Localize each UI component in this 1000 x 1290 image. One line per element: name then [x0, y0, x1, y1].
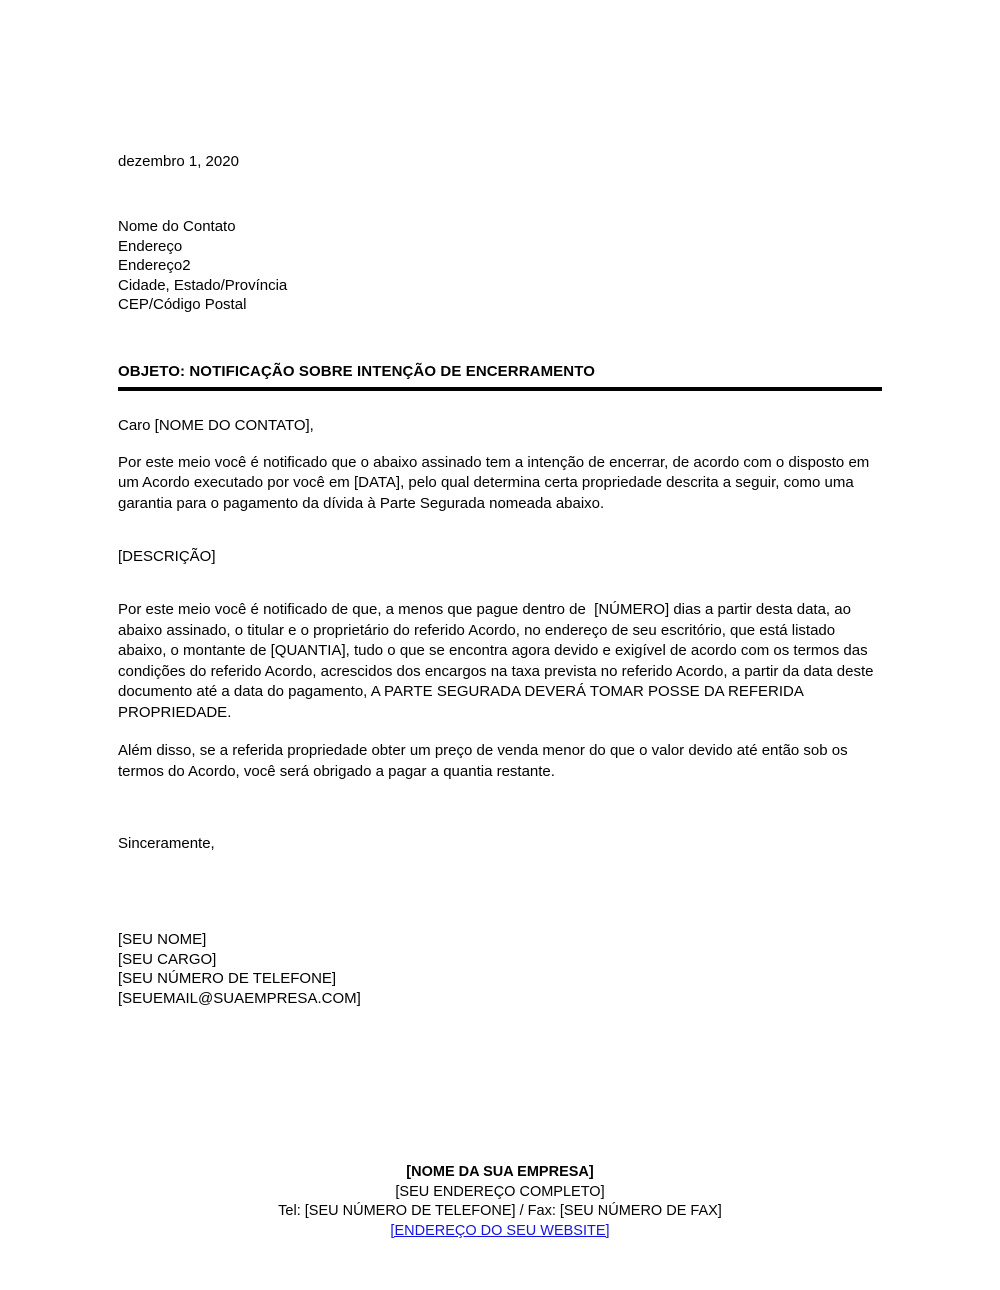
- signature-line-name: [SEU NOME]: [118, 931, 207, 948]
- body-paragraph-1: Por este meio você é notificado que o abaixo assinado tem a intenção de encerrar, de acordo com o disposto em um Acordo executado por você em [DATA], pelo qual determina certa propriedade descrita a seguir, como uma garantia para o pagamento da dívida à Parte Segurada nomeada abaixo.: [118, 453, 874, 512]
- footer-website-row: [0, 1222, 1000, 1242]
- closing-salutation: Sinceramente,: [118, 835, 215, 852]
- subject-divider-rule: [118, 387, 882, 391]
- recipient-line-address1: Endereço: [118, 237, 183, 255]
- letter-date: dezembro 1, 2020: [118, 153, 239, 170]
- letter-body-column: [118, 0, 882, 1008]
- footer-contact: Tel: [SEU NÚMERO DE TELEFONE] / Fax: [SEU NÚMERO DE FAX]: [278, 1203, 722, 1219]
- signature-line-email: [SEUEMAIL@SUAEMPRESA.COM]: [118, 989, 361, 1007]
- footer-company-name: [NOME DA SUA EMPRESA]: [406, 1164, 594, 1180]
- recipient-line-address2: Endereço2: [118, 257, 191, 274]
- signature-line-phone: [SEU NÚMERO DE TELEFONE]: [118, 970, 337, 987]
- footer-website-link[interactable]: [ENDEREÇO DO SEU WEBSITE]: [390, 1222, 610, 1239]
- signature-line-title: [SEU CARGO]: [118, 950, 217, 968]
- body-paragraph-2: Por este meio você é notificado de que, a menos que pague dentro de [NÚMERO] dias a partir desta data, ao abaixo assinado, o titular e o proprietário do referido Acordo, no endereço de seu escritório, que está listado abaixo, o montante de [QUANTIA], tudo o que se encontra agora devido e exigível de acordo com os termos das condições do referido Acordo, acrescidos dos encargos na taxa prevista no referido Acordo, a partir da data deste documento até a data do pagamento, A PARTE SEGURADA DEVERÁ TOMAR POSSE DA REFERIDA PROPRIEDADE.: [118, 601, 878, 721]
- recipient-line-postal: CEP/Código Postal: [118, 296, 247, 313]
- recipient-line-city: Cidade, Estado/Província: [118, 276, 288, 294]
- salutation: Caro [NOME DO CONTATO],: [118, 416, 314, 434]
- page-footer: [0, 1163, 1000, 1241]
- signature-block: [118, 930, 882, 1008]
- subject-section: [118, 362, 882, 391]
- subject-heading: OBJETO: NOTIFICAÇÃO SOBRE INTENÇÃO DE ENCERRAMENTO: [118, 362, 595, 380]
- body-paragraph-3: Além disso, se a referida propriedade obter um preço de venda menor do que o valor devido até então sob os termos do Acordo, você será obrigado a pagar a quantia restante.: [118, 742, 852, 780]
- description-placeholder: [DESCRIÇÃO]: [118, 548, 216, 565]
- recipient-address-block: [118, 217, 882, 315]
- footer-address: [SEU ENDEREÇO COMPLETO]: [395, 1183, 605, 1200]
- recipient-line-name: Nome do Contato: [118, 218, 236, 235]
